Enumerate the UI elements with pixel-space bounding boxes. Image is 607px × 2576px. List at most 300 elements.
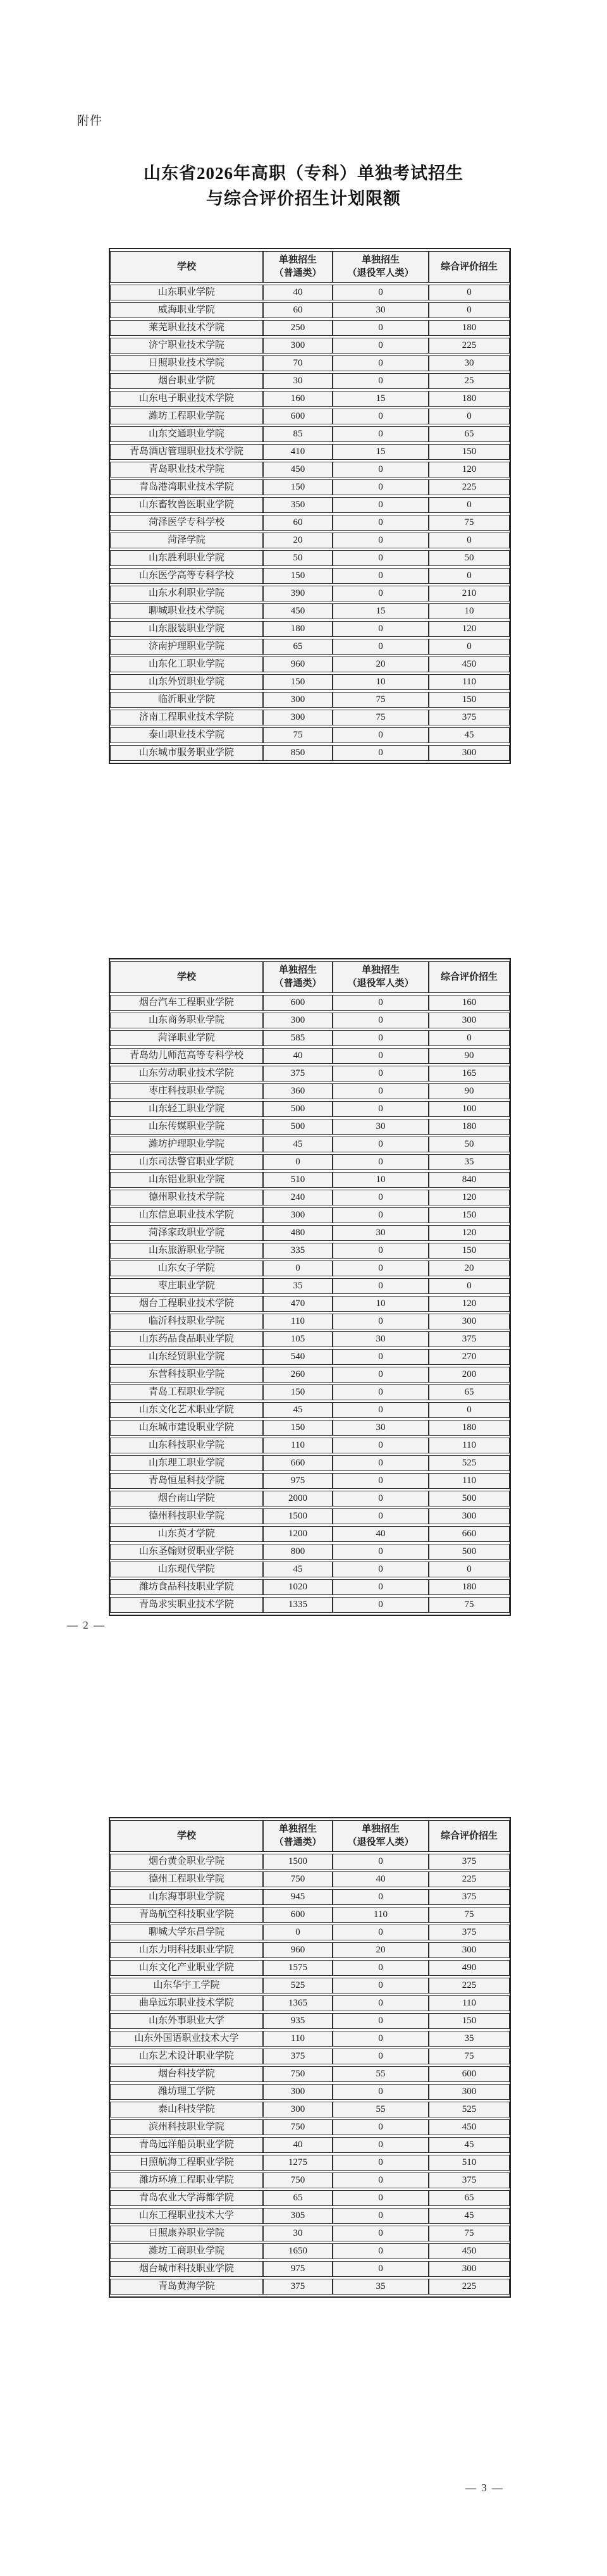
value-cell: 300 bbox=[263, 338, 333, 354]
table-row bbox=[110, 1907, 510, 1923]
value-cell: 0 bbox=[333, 2155, 429, 2171]
value-cell: 50 bbox=[263, 550, 333, 566]
table-body bbox=[110, 995, 510, 1613]
value-cell: 0 bbox=[333, 409, 429, 424]
admission-quota-table-3 bbox=[109, 1817, 511, 2298]
value-cell: 225 bbox=[429, 479, 510, 495]
header-separate-general bbox=[263, 961, 333, 993]
value-cell: 0 bbox=[429, 533, 510, 548]
table-row bbox=[110, 674, 510, 690]
value-cell: 1365 bbox=[263, 1995, 333, 2011]
table-row bbox=[110, 355, 510, 371]
value-cell: 450 bbox=[429, 2119, 510, 2135]
value-cell: 0 bbox=[333, 2031, 429, 2047]
admission-quota-table-1 bbox=[109, 248, 511, 764]
value-cell: 0 bbox=[333, 1278, 429, 1294]
table-row bbox=[110, 2261, 510, 2277]
value-cell: 935 bbox=[263, 2013, 333, 2029]
value-cell: 260 bbox=[263, 1367, 333, 1383]
school-cell: 曲阜远东职业技术学院 bbox=[110, 1995, 263, 2011]
table-row bbox=[110, 1331, 510, 1347]
school-cell: 山东圣翰财贸职业学院 bbox=[110, 1544, 263, 1560]
value-cell: 15 bbox=[333, 603, 429, 619]
value-cell: 110 bbox=[263, 1314, 333, 1329]
value-cell: 0 bbox=[333, 1455, 429, 1471]
value-cell: 500 bbox=[429, 1491, 510, 1507]
table-row bbox=[110, 1544, 510, 1560]
value-cell: 180 bbox=[429, 391, 510, 407]
header-separate-general-line2: （普通类） bbox=[274, 978, 322, 989]
value-cell: 0 bbox=[333, 1030, 429, 1046]
value-cell: 75 bbox=[429, 1907, 510, 1923]
value-cell: 75 bbox=[429, 2226, 510, 2241]
school-cell: 山东传媒职业学院 bbox=[110, 1119, 263, 1135]
school-cell: 聊城职业技术学院 bbox=[110, 603, 263, 619]
school-cell: 德州工程职业学院 bbox=[110, 1871, 263, 1887]
school-cell: 山东外国语职业技术大学 bbox=[110, 2031, 263, 2047]
value-cell: 240 bbox=[263, 1190, 333, 1205]
table-row bbox=[110, 1579, 510, 1595]
table-row bbox=[110, 1526, 510, 1542]
table-row bbox=[110, 1190, 510, 1205]
table-row bbox=[110, 692, 510, 708]
school-cell: 山东水利职业学院 bbox=[110, 586, 263, 601]
value-cell: 65 bbox=[429, 2190, 510, 2206]
table-row bbox=[110, 338, 510, 354]
value-cell: 0 bbox=[333, 1562, 429, 1577]
table-header bbox=[110, 251, 510, 283]
header-separate-veteran bbox=[333, 961, 429, 993]
value-cell: 600 bbox=[263, 1907, 333, 1923]
value-cell: 110 bbox=[263, 1438, 333, 1453]
value-cell: 0 bbox=[333, 1384, 429, 1400]
value-cell: 0 bbox=[333, 2226, 429, 2241]
table-row bbox=[110, 426, 510, 442]
value-cell: 0 bbox=[263, 1260, 333, 1276]
value-cell: 40 bbox=[263, 1048, 333, 1064]
value-cell: 960 bbox=[263, 1942, 333, 1958]
school-cell: 青岛农业大学海都学院 bbox=[110, 2190, 263, 2206]
value-cell: 0 bbox=[333, 1438, 429, 1453]
header-school: 学校 bbox=[110, 251, 263, 283]
table-row bbox=[110, 285, 510, 300]
table-row bbox=[110, 1066, 510, 1082]
school-cell: 山东工程职业技术大学 bbox=[110, 2208, 263, 2224]
table-row bbox=[110, 2172, 510, 2188]
value-cell: 120 bbox=[429, 1225, 510, 1241]
value-cell: 975 bbox=[263, 1473, 333, 1489]
value-cell: 180 bbox=[429, 1119, 510, 1135]
table-row bbox=[110, 1384, 510, 1400]
value-cell: 500 bbox=[263, 1101, 333, 1117]
table-row bbox=[110, 1367, 510, 1383]
value-cell: 750 bbox=[263, 2172, 333, 2188]
school-cell: 山东海事职业学院 bbox=[110, 1889, 263, 1905]
value-cell: 180 bbox=[263, 621, 333, 637]
value-cell: 10 bbox=[333, 674, 429, 690]
table-row bbox=[110, 586, 510, 601]
school-cell: 山东铝业职业学院 bbox=[110, 1172, 263, 1188]
value-cell: 0 bbox=[333, 745, 429, 761]
value-cell: 70 bbox=[263, 355, 333, 371]
school-cell: 山东经贸职业学院 bbox=[110, 1349, 263, 1365]
header-separate-general-line2: （普通类） bbox=[274, 268, 322, 278]
value-cell: 960 bbox=[263, 656, 333, 672]
value-cell: 0 bbox=[333, 2261, 429, 2277]
school-cell: 东营科技职业学院 bbox=[110, 1367, 263, 1383]
table-row bbox=[110, 1889, 510, 1905]
table-row bbox=[110, 1942, 510, 1958]
school-cell: 日照康养职业学院 bbox=[110, 2226, 263, 2241]
value-cell: 450 bbox=[263, 603, 333, 619]
value-cell: 0 bbox=[333, 1066, 429, 1082]
school-cell: 威海职业学院 bbox=[110, 302, 263, 318]
header-separate-veteran bbox=[333, 251, 429, 283]
table-row bbox=[110, 2208, 510, 2224]
value-cell: 60 bbox=[263, 515, 333, 531]
header-separate-general bbox=[263, 1820, 333, 1852]
value-cell: 300 bbox=[263, 1207, 333, 1223]
value-cell: 0 bbox=[333, 1013, 429, 1028]
school-cell: 菏泽职业学院 bbox=[110, 1030, 263, 1046]
value-cell: 0 bbox=[333, 2172, 429, 2188]
school-cell: 山东英才学院 bbox=[110, 1526, 263, 1542]
value-cell: 0 bbox=[333, 1349, 429, 1365]
header-separate-veteran-line1: 单独招生 bbox=[361, 1824, 400, 1834]
value-cell: 300 bbox=[429, 1314, 510, 1329]
value-cell: 160 bbox=[429, 995, 510, 1011]
header-comprehensive: 综合评价招生 bbox=[429, 961, 510, 993]
table-row bbox=[110, 1597, 510, 1613]
school-cell: 青岛幼儿师范高等专科学校 bbox=[110, 1048, 263, 1064]
value-cell: 450 bbox=[263, 462, 333, 478]
value-cell: 75 bbox=[333, 692, 429, 708]
value-cell: 0 bbox=[333, 1579, 429, 1595]
school-cell: 山东华宇工学院 bbox=[110, 1978, 263, 1994]
value-cell: 30 bbox=[333, 302, 429, 318]
school-cell: 烟台科技学院 bbox=[110, 2066, 263, 2082]
table-row bbox=[110, 1473, 510, 1489]
value-cell: 45 bbox=[263, 1562, 333, 1577]
school-cell: 山东外事职业大学 bbox=[110, 2013, 263, 2029]
value-cell: 30 bbox=[333, 1119, 429, 1135]
page-title-line2: 与综合评价招生计划限额 bbox=[206, 189, 401, 208]
school-cell: 山东力明科技职业学院 bbox=[110, 1942, 263, 1958]
value-cell: 0 bbox=[333, 426, 429, 442]
value-cell: 540 bbox=[263, 1349, 333, 1365]
table-row bbox=[110, 2013, 510, 2029]
table-row bbox=[110, 1402, 510, 1418]
table-row bbox=[110, 2031, 510, 2047]
value-cell: 30 bbox=[263, 2226, 333, 2241]
value-cell: 40 bbox=[263, 2137, 333, 2153]
value-cell: 160 bbox=[263, 391, 333, 407]
table-row bbox=[110, 1438, 510, 1453]
table-row bbox=[110, 1243, 510, 1259]
value-cell: 350 bbox=[263, 497, 333, 513]
school-cell: 山东现代学院 bbox=[110, 1562, 263, 1577]
value-cell: 0 bbox=[333, 1854, 429, 1870]
header-separate-general-line1: 单独招生 bbox=[278, 1824, 317, 1834]
value-cell: 150 bbox=[263, 674, 333, 690]
value-cell: 305 bbox=[263, 2208, 333, 2224]
value-cell: 525 bbox=[263, 1978, 333, 1994]
school-cell: 山东文化产业职业学院 bbox=[110, 1960, 263, 1976]
value-cell: 150 bbox=[263, 568, 333, 584]
value-cell: 180 bbox=[429, 1420, 510, 1436]
header-separate-veteran-line1: 单独招生 bbox=[361, 965, 400, 975]
value-cell: 10 bbox=[333, 1172, 429, 1188]
value-cell: 30 bbox=[429, 355, 510, 371]
value-cell: 750 bbox=[263, 2119, 333, 2135]
value-cell: 525 bbox=[429, 1455, 510, 1471]
table-row bbox=[110, 1562, 510, 1577]
value-cell: 0 bbox=[333, 285, 429, 300]
value-cell: 225 bbox=[429, 1871, 510, 1887]
header-separate-veteran bbox=[333, 1820, 429, 1852]
value-cell: 45 bbox=[429, 2208, 510, 2224]
value-cell: 180 bbox=[429, 320, 510, 336]
value-cell: 0 bbox=[333, 1889, 429, 1905]
value-cell: 375 bbox=[429, 2172, 510, 2188]
value-cell: 150 bbox=[263, 1420, 333, 1436]
value-cell: 0 bbox=[333, 1995, 429, 2011]
value-cell: 450 bbox=[429, 656, 510, 672]
school-cell: 潍坊理工学院 bbox=[110, 2084, 263, 2100]
value-cell: 840 bbox=[429, 1172, 510, 1188]
school-cell: 青岛职业技术学院 bbox=[110, 462, 263, 478]
value-cell: 65 bbox=[263, 639, 333, 655]
table-row bbox=[110, 639, 510, 655]
value-cell: 110 bbox=[263, 2031, 333, 2047]
value-cell: 0 bbox=[333, 1048, 429, 1064]
school-cell: 山东医学高等专科学校 bbox=[110, 568, 263, 584]
school-cell: 潍坊护理职业学院 bbox=[110, 1137, 263, 1152]
value-cell: 800 bbox=[263, 1544, 333, 1560]
value-cell: 0 bbox=[333, 2137, 429, 2153]
header-school: 学校 bbox=[110, 961, 263, 993]
table-row bbox=[110, 2226, 510, 2241]
table-row bbox=[110, 710, 510, 725]
value-cell: 180 bbox=[429, 1579, 510, 1595]
value-cell: 0 bbox=[333, 2013, 429, 2029]
table-row bbox=[110, 1854, 510, 1870]
value-cell: 0 bbox=[333, 1367, 429, 1383]
value-cell: 1200 bbox=[263, 1526, 333, 1542]
table-header bbox=[110, 961, 510, 993]
value-cell: 0 bbox=[429, 302, 510, 318]
table-row bbox=[110, 409, 510, 424]
table-row bbox=[110, 2190, 510, 2206]
value-cell: 110 bbox=[429, 1438, 510, 1453]
school-cell: 山东理工职业学院 bbox=[110, 1455, 263, 1471]
table-row bbox=[110, 1995, 510, 2011]
value-cell: 210 bbox=[429, 586, 510, 601]
value-cell: 1020 bbox=[263, 1579, 333, 1595]
table-row bbox=[110, 568, 510, 584]
table-row bbox=[110, 745, 510, 761]
value-cell: 150 bbox=[429, 2013, 510, 2029]
value-cell: 50 bbox=[429, 1137, 510, 1152]
school-cell: 青岛恒星科技学院 bbox=[110, 1473, 263, 1489]
value-cell: 0 bbox=[333, 515, 429, 531]
header-separate-veteran-line2: （退役军人类） bbox=[347, 978, 414, 989]
value-cell: 40 bbox=[263, 285, 333, 300]
table-row bbox=[110, 1314, 510, 1329]
value-cell: 0 bbox=[333, 1101, 429, 1117]
value-cell: 20 bbox=[263, 533, 333, 548]
value-cell: 10 bbox=[429, 603, 510, 619]
school-cell: 枣庄职业学院 bbox=[110, 1278, 263, 1294]
school-cell: 日照职业技术学院 bbox=[110, 355, 263, 371]
page-number-3: — 3 — bbox=[465, 2482, 504, 2494]
value-cell: 975 bbox=[263, 2261, 333, 2277]
value-cell: 45 bbox=[429, 727, 510, 743]
header-separate-general-line2: （普通类） bbox=[274, 1837, 322, 1847]
value-cell: 525 bbox=[429, 2102, 510, 2117]
value-cell: 0 bbox=[333, 1597, 429, 1613]
school-cell: 山东胜利职业学院 bbox=[110, 550, 263, 566]
value-cell: 0 bbox=[263, 1925, 333, 1940]
value-cell: 120 bbox=[429, 1296, 510, 1312]
value-cell: 75 bbox=[263, 727, 333, 743]
table-row bbox=[110, 621, 510, 637]
value-cell: 335 bbox=[263, 1243, 333, 1259]
table-row bbox=[110, 479, 510, 495]
value-cell: 1500 bbox=[263, 1508, 333, 1524]
school-cell: 山东女子学院 bbox=[110, 1260, 263, 1276]
value-cell: 45 bbox=[263, 1137, 333, 1152]
value-cell: 40 bbox=[333, 1526, 429, 1542]
school-cell: 山东轻工职业学院 bbox=[110, 1101, 263, 1117]
value-cell: 225 bbox=[429, 1978, 510, 1994]
value-cell: 300 bbox=[263, 2102, 333, 2117]
value-cell: 105 bbox=[263, 1331, 333, 1347]
value-cell: 30 bbox=[333, 1225, 429, 1241]
admission-quota-table-2 bbox=[109, 958, 511, 1616]
table-row bbox=[110, 1455, 510, 1471]
school-cell: 菏泽医学专科学校 bbox=[110, 515, 263, 531]
school-cell: 潍坊工程职业学院 bbox=[110, 409, 263, 424]
value-cell: 0 bbox=[333, 1402, 429, 1418]
value-cell: 35 bbox=[429, 1154, 510, 1170]
value-cell: 450 bbox=[429, 2243, 510, 2259]
school-cell: 临沂职业学院 bbox=[110, 692, 263, 708]
value-cell: 300 bbox=[263, 1013, 333, 1028]
school-cell: 烟台南山学院 bbox=[110, 1491, 263, 1507]
value-cell: 0 bbox=[333, 568, 429, 584]
table-row bbox=[110, 995, 510, 1011]
school-cell: 枣庄科技职业学院 bbox=[110, 1083, 263, 1099]
value-cell: 300 bbox=[429, 2084, 510, 2100]
value-cell: 120 bbox=[429, 1190, 510, 1205]
value-cell: 45 bbox=[263, 1402, 333, 1418]
table-row bbox=[110, 1225, 510, 1241]
value-cell: 75 bbox=[333, 710, 429, 725]
value-cell: 120 bbox=[429, 462, 510, 478]
school-cell: 济南工程职业技术学院 bbox=[110, 710, 263, 725]
value-cell: 1275 bbox=[263, 2155, 333, 2171]
value-cell: 510 bbox=[263, 1172, 333, 1188]
school-cell: 济宁职业技术学院 bbox=[110, 338, 263, 354]
value-cell: 660 bbox=[263, 1455, 333, 1471]
value-cell: 30 bbox=[333, 1420, 429, 1436]
table-row bbox=[110, 497, 510, 513]
table-row bbox=[110, 2137, 510, 2153]
value-cell: 0 bbox=[333, 621, 429, 637]
value-cell: 750 bbox=[263, 2066, 333, 2082]
value-cell: 300 bbox=[263, 692, 333, 708]
school-cell: 德州科技职业学院 bbox=[110, 1508, 263, 1524]
table-row bbox=[110, 1137, 510, 1152]
table-row bbox=[110, 2084, 510, 2100]
table-row bbox=[110, 1278, 510, 1294]
value-cell: 750 bbox=[263, 1871, 333, 1887]
school-cell: 烟台工程职业技术学院 bbox=[110, 1296, 263, 1312]
value-cell: 0 bbox=[333, 727, 429, 743]
school-cell: 青岛黄海学院 bbox=[110, 2279, 263, 2295]
value-cell: 0 bbox=[333, 338, 429, 354]
school-cell: 青岛远洋船员职业学院 bbox=[110, 2137, 263, 2153]
value-cell: 50 bbox=[429, 550, 510, 566]
value-cell: 35 bbox=[263, 1278, 333, 1294]
value-cell: 375 bbox=[429, 1331, 510, 1347]
value-cell: 0 bbox=[333, 2208, 429, 2224]
value-cell: 0 bbox=[333, 1243, 429, 1259]
value-cell: 0 bbox=[333, 355, 429, 371]
value-cell: 40 bbox=[333, 1871, 429, 1887]
value-cell: 300 bbox=[429, 2261, 510, 2277]
table-row bbox=[110, 603, 510, 619]
value-cell: 120 bbox=[429, 621, 510, 637]
value-cell: 110 bbox=[429, 674, 510, 690]
table-row bbox=[110, 1978, 510, 1994]
table-row bbox=[110, 515, 510, 531]
school-cell: 山东艺术设计职业学院 bbox=[110, 2049, 263, 2064]
page-title-line1: 山东省2026年高职（专科）单独考试招生 bbox=[144, 164, 463, 183]
value-cell: 15 bbox=[333, 391, 429, 407]
table-row bbox=[110, 1960, 510, 1976]
value-cell: 200 bbox=[429, 1367, 510, 1383]
value-cell: 75 bbox=[429, 2049, 510, 2064]
header-row bbox=[110, 1820, 510, 1852]
value-cell: 0 bbox=[333, 1491, 429, 1507]
value-cell: 100 bbox=[429, 1101, 510, 1117]
value-cell: 300 bbox=[429, 1942, 510, 1958]
school-cell: 泰山职业技术学院 bbox=[110, 727, 263, 743]
value-cell: 0 bbox=[333, 1508, 429, 1524]
value-cell: 270 bbox=[429, 1349, 510, 1365]
value-cell: 0 bbox=[333, 1925, 429, 1940]
school-cell: 山东外贸职业学院 bbox=[110, 674, 263, 690]
value-cell: 150 bbox=[263, 479, 333, 495]
table-row bbox=[110, 1083, 510, 1099]
attachment-label: 附件 bbox=[77, 114, 103, 128]
school-cell: 烟台城市科技职业学院 bbox=[110, 2261, 263, 2277]
value-cell: 600 bbox=[429, 2066, 510, 2082]
value-cell: 20 bbox=[333, 1942, 429, 1958]
header-separate-veteran-line2: （退役军人类） bbox=[347, 1837, 414, 1847]
page-number-2: — 2 — bbox=[67, 1619, 106, 1631]
value-cell: 850 bbox=[263, 745, 333, 761]
header-separate-general bbox=[263, 251, 333, 283]
school-cell: 山东职业学院 bbox=[110, 285, 263, 300]
school-cell: 潍坊食品科技职业学院 bbox=[110, 1579, 263, 1595]
table-row bbox=[110, 320, 510, 336]
table-row bbox=[110, 1508, 510, 1524]
school-cell: 青岛港湾职业技术学院 bbox=[110, 479, 263, 495]
school-cell: 山东城市建设职业学院 bbox=[110, 1420, 263, 1436]
